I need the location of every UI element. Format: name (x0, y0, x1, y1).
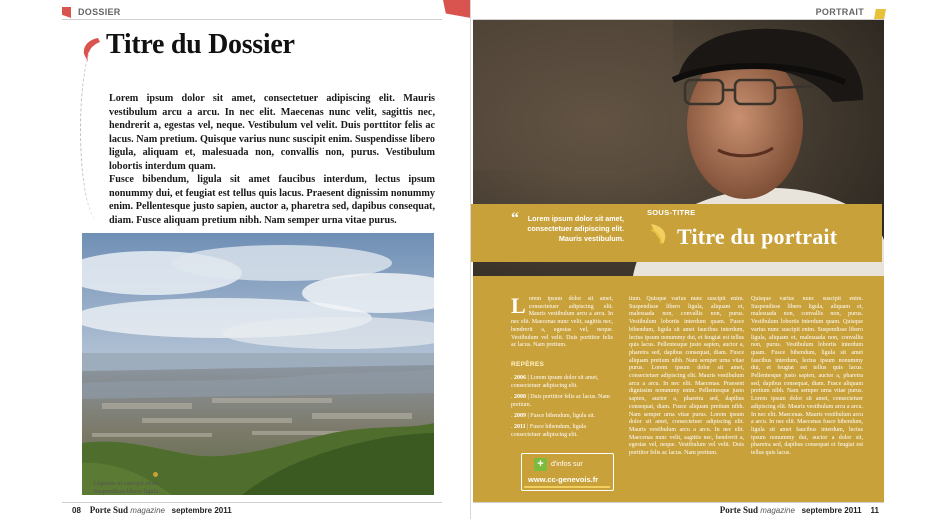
repere-year: 2009 (514, 413, 526, 419)
footer-rule (62, 502, 442, 503)
repere-year: 2008 (514, 394, 526, 400)
repere-item: . 2006 | Lorem ipsum dolor sit amet, consectetuer adipiscing elit. (511, 375, 599, 389)
folio-right (720, 505, 879, 515)
info-box-title: d'infos sur (551, 461, 583, 468)
magazine-word: magazine (760, 506, 795, 515)
article-column-3 (751, 296, 863, 458)
repere-item: . 2009 | Fusce bibendum, ligula sit. (511, 413, 596, 419)
section-label-portrait: PORTRAIT (815, 7, 864, 17)
landscape-image (82, 233, 434, 495)
repere-text: Fusce bibendum, ligula sit. (530, 413, 596, 419)
subtitle-label: SOUS-TITRE (647, 208, 696, 217)
page-number: 11 (870, 506, 879, 515)
quote-mark-icon: “ (511, 210, 519, 227)
info-box-url[interactable]: www.cc-genevois.fr (528, 475, 599, 484)
section-label-dossier: DOSSIER (78, 7, 121, 17)
intro-text (109, 92, 435, 227)
right-page (471, 0, 941, 519)
swoosh-icon (80, 36, 102, 64)
column-text: orem ipsum dolor sit amet, consectetuer adipiscing elit. Mauris vestibulum arcu a arcu. In nec elit. Maecenas nunc velit, sagittis nec, hendrerit a, egestas vel, neque. Vestibulum vel velit. Duis porttitor felis ac lacus. Nam pretium. (511, 296, 613, 349)
repere-item: . 2011 | Fusce bibendum, ligula consectetuer adipiscing elit. (511, 424, 587, 438)
intro-paragraph: Fusce bibendum, ligula sit amet faucibus interdum, lectus ipsum nonummy dui, et feugiat est tellus quis lacus. Praesent dignissim nonummy enim. Pellentesque justo sapien, auctor a, pharetra sed, dapibus consequat, diam. Fusce aliquam pretium nibh. Nam semper urna vitae purus. (109, 174, 435, 226)
left-page (0, 0, 470, 519)
folio-left (72, 505, 232, 515)
repere-text: Duis porttitor felis ac lacus. Nam pretium. (511, 394, 610, 408)
intro-paragraph: Lorem ipsum dolor sit amet, consectetuer adipiscing elit. Mauris vestibulum arcu a arcu. In nec elit. Maecenas nunc velit, sagittis nec, hendrerit a, egestas vel, neque. Vestibulum vel velit. Duis porttitor felis ac lacus. Nam pretium. Quisque varius nunc suscipit enim. Suspendisse libero ligula, aliquam et, malesuada non, convallis non, purus. Vestibulum lobortis interdum quam. (109, 93, 435, 172)
section-tab-marker (62, 7, 71, 18)
reperes-heading: REPÈRES (511, 361, 545, 368)
magazine-word: magazine (130, 506, 165, 515)
article-column-2 (629, 296, 744, 458)
repere-text: Lorem ipsum dolor sit amet, consectetuer adipiscing elit. (511, 375, 599, 389)
landscape-photo (82, 233, 434, 495)
page-number: 08 (72, 506, 81, 515)
corner-flag (443, 0, 471, 18)
repere-item: . 2008 | Duis porttitor felis ac lacus. Nam pretium. (511, 394, 610, 408)
repere-year: 2006 (514, 375, 526, 381)
article-column-1 (511, 293, 613, 350)
dropcap: L (511, 293, 526, 318)
column-text: tium. Quisque varius nunc suscipit enim. Suspendisse libero ligula, aliquam et, malesuada non, convallis non, purus. Vestibulum lobortis interdum quam. Fusce bibendum, ligula sit amet faucibus interdum, lectus ipsum nonummy dui, et feugiat est tellus quis lacus. Pellentesque justo sapien, auctor a, pharetra sed, dapibus consequat, diam. Fusce aliquam pretium nibh. Nam semper urna vitae purus. Lorem ipsum dolor sit amet, consectetuer adipiscing elit. Mauris vestibulum arcu a arcu. In nec elit. Maecenas. Praesent dignissim nonummy enim. Pellentesque justo sapien, auctor a, pharetra sed, dapibus consequat, diam. Fusce aliquam pretium nibh. Nam semper urna vitae purus. Lorem ipsum dolor sit amet, consectetuer adipiscing elit. Mauris vestibulum arcu a arcu. In nec elit. Maecenas nunc velit, sagittis nec, hendrerit a, egestas vel, neque. Vestibulum vel velit. Duis porttitor felis ac lacus. Nam pretium. (629, 296, 744, 457)
repere-year: 2011 (514, 424, 526, 430)
repere-text: Fusce bibendum, ligula consectetuer adipiscing elit. (511, 424, 587, 438)
plus-icon: + (534, 458, 547, 471)
leaf-icon (649, 222, 669, 246)
portrait-title: Titre du portrait (677, 224, 838, 249)
magazine-brand: Porte Sud (89, 505, 129, 515)
column-text: Quisque varius nunc suscipit enim. Suspendisse libero ligula, aliquam et, malesuada non, convallis non, purus. Vestibulum lobortis interdum quam. Quisque varius nunc suscipit enim. Suspendisse libero ligula, aliquam et, malesuada non, convallis non, purus. Vestibulum lobortis interdum quam. Fusce bibendum, ligula sit amet faucibus interdum, lectus ipsum nonummy dui, et feugiat est tellus quis lacus. Pellentesque justo sapien, auctor a, pharetra sed, dapibus consequat, diam. Fusce aliquam pretium nibh. Nam semper urna vitae purus. Lorem ipsum dolor sit amet, consectetuer adipiscing elit. Mauris vestibulum arcu a arcu. In nec elit. Maecenas. Mauris vestibulum arcu a arcu. In nec elit. Maecenas fusce bibendum, ligula sit amet faucibus interdum, lectus ipsum nonummy dui, auctor a dolor sit, pharetra sed, dapibus consequat et feugiat est tellus quis lacus. (751, 296, 863, 457)
magazine-brand: Porte Sud (719, 505, 758, 515)
photo-caption: Légende ut suscipit enim. Suspendisse libero ligula. (93, 480, 160, 495)
section-tab-marker (874, 9, 886, 19)
header-rule (62, 19, 442, 20)
info-box-underline (524, 486, 610, 488)
footer-rule (473, 502, 884, 503)
caption-marker (153, 472, 158, 477)
issue-date: septembre 2011 (171, 506, 232, 515)
page-title: Titre du Dossier (106, 29, 295, 60)
pull-quote: Lorem ipsum dolor sit amet, consectetuer adipiscing elit. Mauris vestibulum. (527, 214, 624, 243)
issue-date: septembre 2011 (801, 506, 862, 515)
